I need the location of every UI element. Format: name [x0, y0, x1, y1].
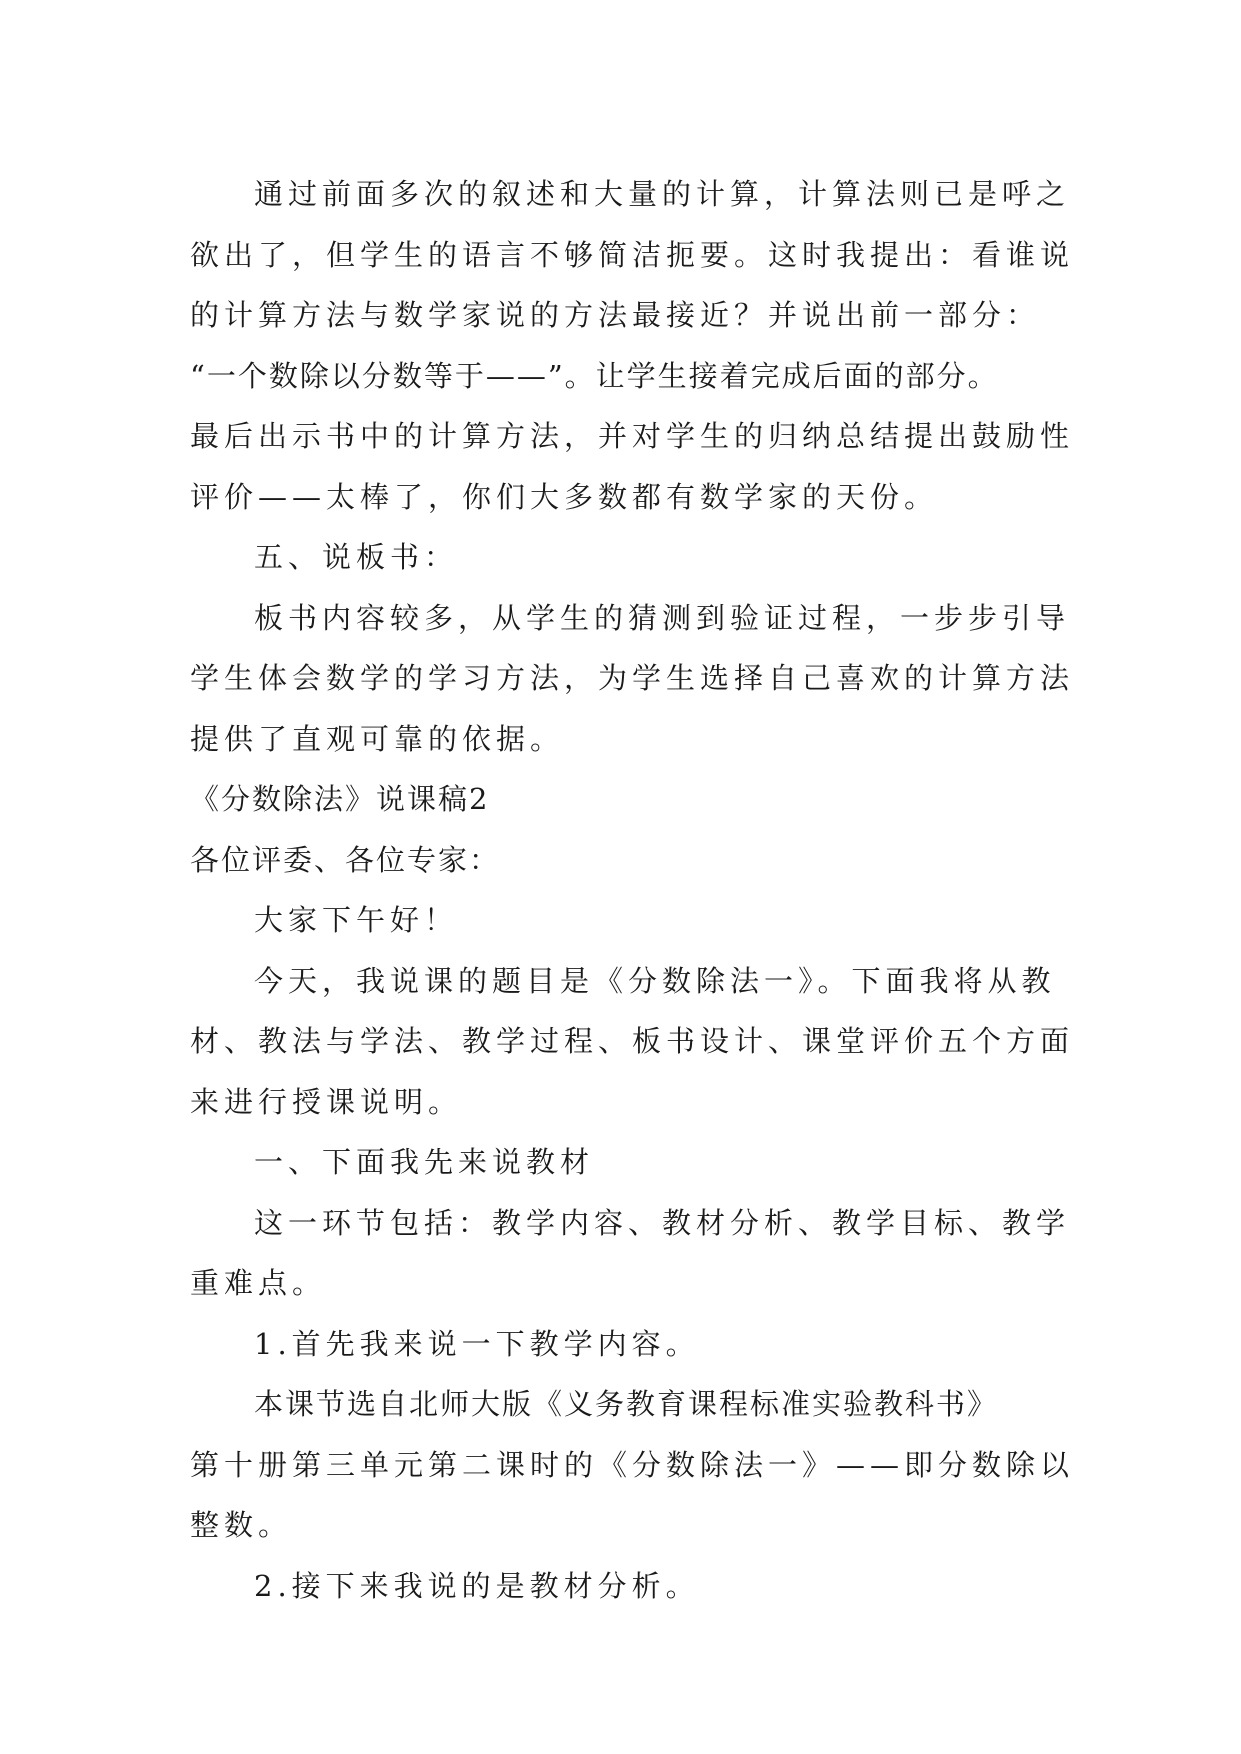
paragraph-line: 提供了直观可靠的依据。 — [190, 721, 565, 756]
paragraph-line: 整数。 — [190, 1508, 293, 1542]
paragraph-line: 本课节选自北师大版《义务教育课程标准实验教科书》 — [254, 1387, 999, 1421]
salutation: 各位评委、各位专家： — [190, 842, 501, 877]
numbered-item: 2.接下来我说的是教材分析。 — [254, 1568, 700, 1603]
document-title: 《分数除法》说课稿2 — [190, 782, 490, 816]
document-body — [190, 164, 1075, 1616]
paragraph-line: 的计算方法与数学家说的方法最接近？并说出前一部分： — [190, 298, 1041, 332]
paragraph-line: 今天，我说课的题目是《分数除法一》。下面我将从教 — [254, 963, 1056, 998]
paragraph-line: 通过前面多次的叙述和大量的计算，计算法则已是呼之 — [254, 177, 1071, 211]
paragraph-line: 板书内容较多，从学生的猜测到验证过程，一步步引导 — [254, 600, 1071, 635]
numbered-item: 1.首先我来说一下教学内容。 — [254, 1326, 700, 1361]
section-heading: 五、说板书： — [254, 540, 459, 574]
paragraph-line: 材、教法与学法、教学过程、板书设计、课堂评价五个方面 — [190, 1024, 1075, 1058]
paragraph-line: 学生体会数学的学习方法，为学生选择自己喜欢的计算方法 — [190, 661, 1075, 695]
paragraph-line: 这一环节包括：教学内容、教材分析、教学目标、教学 — [254, 1205, 1071, 1240]
paragraph-line: “一个数除以分数等于——”。让学生接着完成后面的部分。 — [190, 358, 999, 393]
paragraph-line: 欲出了，但学生的语言不够简洁扼要。这时我提出：看谁说 — [190, 237, 1075, 272]
paragraph-line: 重难点。 — [190, 1266, 327, 1300]
paragraph-line: 评价——太棒了，你们大多数都有数学家的天份。 — [190, 479, 939, 514]
section-heading: 一、下面我先来说教材 — [254, 1145, 595, 1179]
paragraph-line: 来进行授课说明。 — [190, 1084, 463, 1119]
paragraph-line: 最后出示书中的计算方法，并对学生的归纳总结提出鼓励性 — [190, 419, 1075, 453]
paragraph-line: 第十册第三单元第二课时的《分数除法一》——即分数除以 — [190, 1447, 1075, 1482]
greeting: 大家下午好！ — [254, 903, 459, 937]
